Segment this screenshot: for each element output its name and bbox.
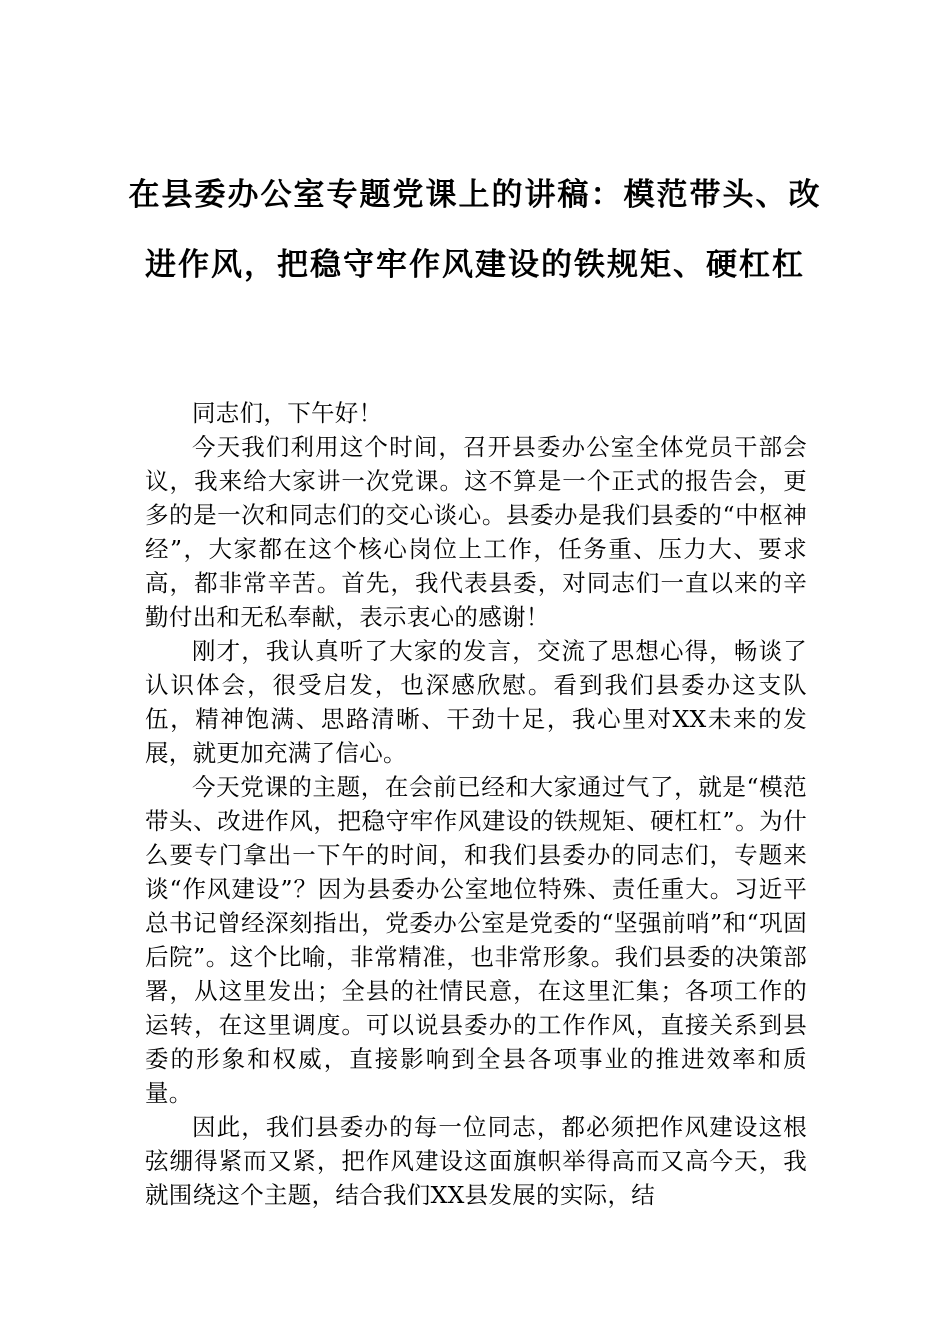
paragraph: 今天党课的主题，在会前已经和大家通过气了，就是“模范带头、改进作风，把稳守牢作风建设的铁规矩、硬杠杠”。为什么要专门拿出一下午的时间，和我们县委办的同志们，专题来谈“作风建设”？因为县委办公室地位特殊、责任重大。习近平总书记曾经深刻指出，党委办公室是党委的“坚强前哨”和“巩固后院”。这个比喻，非常精准，也非常形象。我们县委的决策部署，从这里发出；全县的社情民意，在这里汇集；各项工作的运转，在这里调度。可以说县委办的工作作风，直接关系到县委的形象和权威，直接影响到全县各项事业的推进效率和质量。 <box>145 773 807 1107</box>
paragraph: 今天我们利用这个时间，召开县委办公室全体党员干部会议，我来给大家讲一次党课。这不算是一个正式的报告会，更多的是一次和同志们的交心谈心。县委办是我们县委的“中枢神经”，大家都在这个核心岗位上工作，任务重、压力大、要求高，都非常辛苦。首先，我代表县委，对同志们一直以来的辛勤付出和无私奉献，表示衷心的感谢！ <box>145 433 807 631</box>
document-title: 在县委办公室专题党课上的讲稿：模范带头、改进作风，把稳守牢作风建设的铁规矩、硬杠杠 <box>128 177 822 283</box>
document-body <box>145 396 807 1212</box>
paragraph: 因此，我们县委办的每一位同志，都必须把作风建设这根弦绷得紧而又紧，把作风建设这面旗帜举得高而又高今天，我就围绕这个主题，结合我们XX县发展的实际，结 <box>145 1113 807 1209</box>
paragraph: 刚才，我认真听了大家的发言，交流了思想心得，畅谈了认识体会，很受启发，也深感欣慰。看到我们县委办这支队伍，精神饱满、思路清晰、干劲十足，我心里对XX未来的发展，就更加充满了信心。 <box>145 637 807 767</box>
paragraph-greeting: 同志们，下午好！ <box>192 399 383 427</box>
